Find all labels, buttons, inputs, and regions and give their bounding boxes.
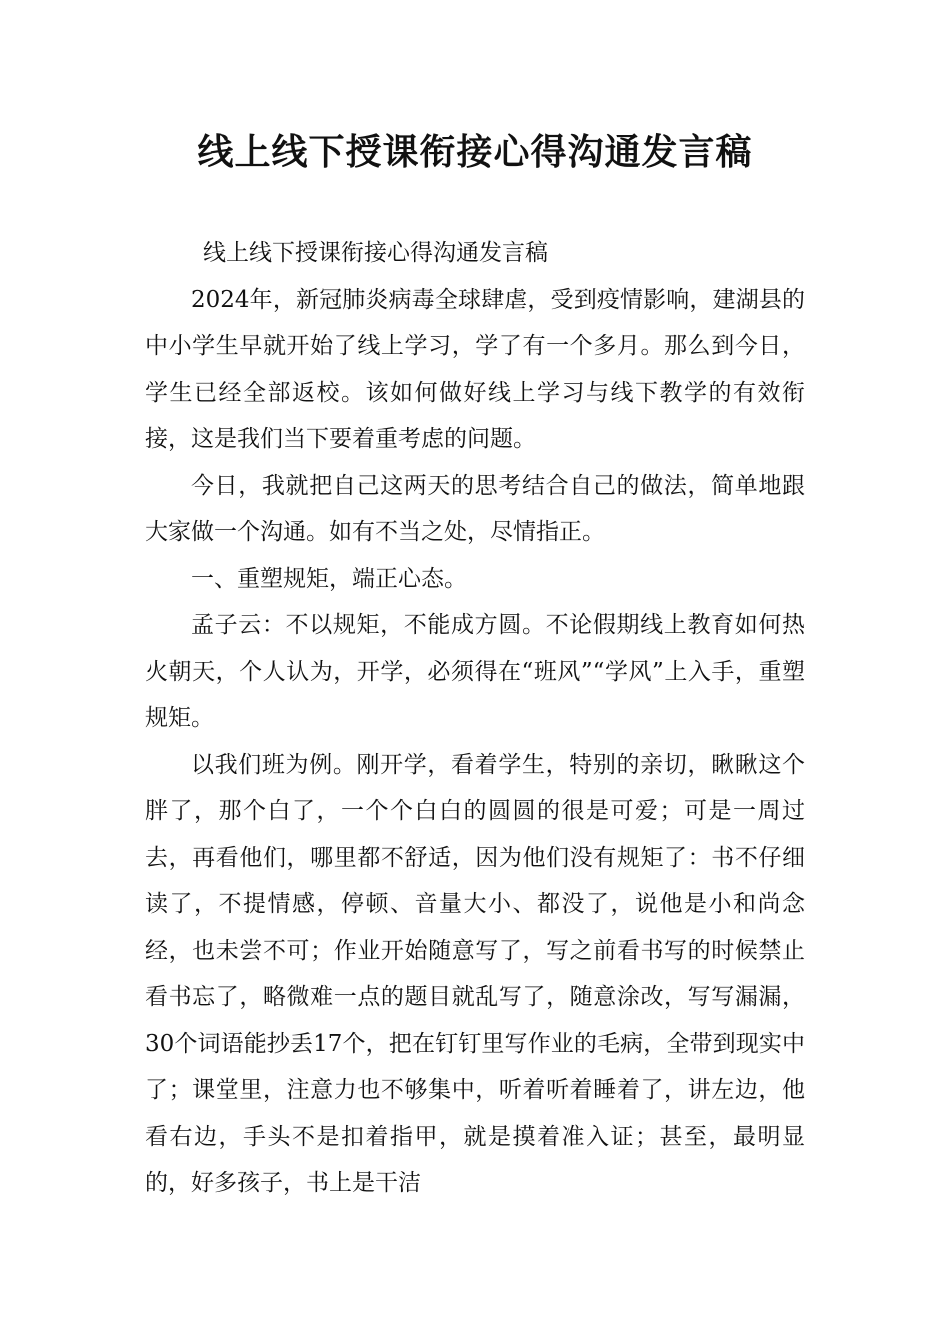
document-subtitle: 线上线下授课衔接心得沟通发言稿 xyxy=(203,240,548,266)
paragraph-today: 今日，我就把自己这两天的思考结合自己的做法，简单地跟大家做一个沟通。如有不当之处，尽情指正。 xyxy=(145,472,805,545)
document-body xyxy=(145,230,805,1207)
paragraph-class-example: 以我们班为例。刚开学，看着学生，特别的亲切，瞅瞅这个胖了，那个白了，一个个白白的圆圆的很是可爱；可是一周过去，再看他们，哪里都不舒适，因为他们没有规矩了：书不仔细读了，不提情感，停顿、音量大小、都没了，说他是小和尚念经，也未尝不可；作业开始随意写了，写之前看书写的时候禁止看书忘了，略微难一点的题目就乱写了，随意涂改，写写漏漏，30个词语能抄丢17个，把在钉钉里写作业的毛病，全带到现实中了；课堂里，注意力也不够集中，听着听着睡着了，讲左边，他看右边，手头不是扣着指甲，就是摸着准入证；甚至，最明显的，好多孩子，书上是干洁 xyxy=(145,751,805,1196)
paragraph-intro: 2024年，新冠肺炎病毒全球肆虐，受到疫情影响，建湖县的中小学生早就开始了线上学习，学了有一个多月。那么到今日，学生已经全部返校。该如何做好线上学习与线下教学的有效衔接，这是我们当下要着重考虑的问题。 xyxy=(145,286,805,452)
section-heading-1: 一、重塑规矩，端正心态。 xyxy=(191,565,467,592)
paragraph-mencius: 孟子云：不以规矩，不能成方圆。不论假期线上教育如何热火朝天，个人认为，开学，必须得在“班风”“学风”上入手，重塑规矩。 xyxy=(145,612,805,731)
document-title: 线上线下授课衔接心得沟通发言稿 xyxy=(197,132,753,173)
